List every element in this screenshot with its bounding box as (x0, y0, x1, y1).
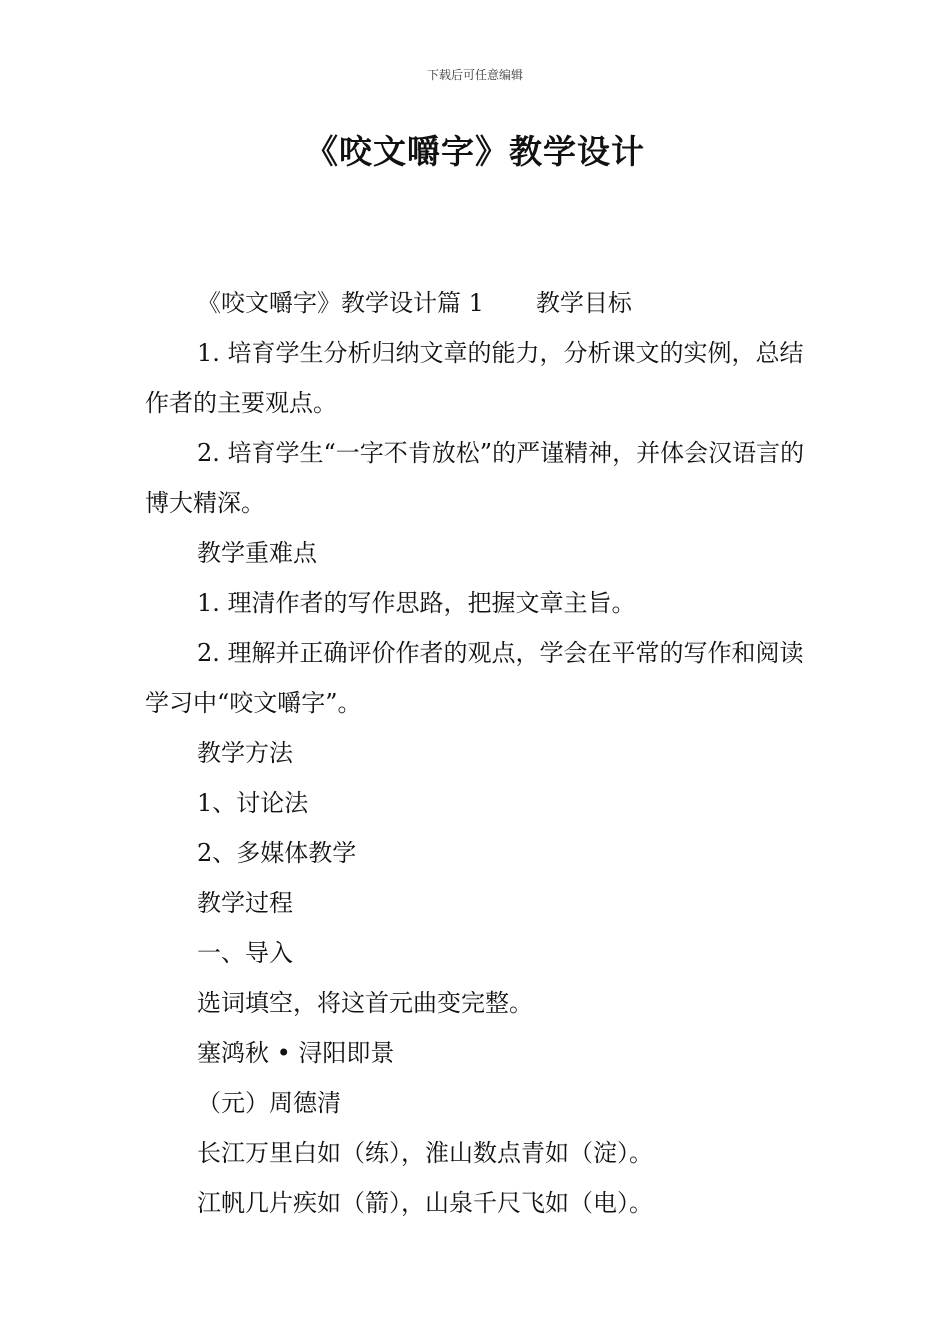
paragraph: 1. 理清作者的写作思路，把握文章主旨。 (197, 589, 636, 617)
paragraph-heading: 教学重难点 (197, 539, 317, 567)
header-note: 下载后可任意编辑 (426, 68, 523, 82)
document-body (145, 278, 810, 1228)
poem-line: 江帆几片疾如（箭），山泉千尺飞如（电）。 (197, 1189, 653, 1217)
section-subheading: 教学目标 (535, 289, 632, 317)
paragraph: 2. 理解并正确评价作者的观点，学会在平常的写作和阅读学习中“咬文嚼字”。 (145, 639, 804, 717)
section-heading: 《咬文嚼字》教学设计篇 1 (197, 289, 484, 317)
paragraph-heading: 教学方法 (197, 739, 293, 767)
paragraph: 一、导入 (197, 939, 293, 967)
poem-title: 塞鸿秋 • 浔阳即景 (197, 1039, 395, 1067)
paragraph: 1. 培育学生分析归纳文章的能力，分析课文的实例，总结作者的主要观点。 (145, 339, 804, 417)
document-title: 《咬文嚼字》教学设计 (305, 132, 645, 171)
paragraph: 2. 培育学生“一字不肯放松”的严谨精神，并体会汉语言的博大精深。 (145, 439, 805, 517)
poem-line: 长江万里白如（练），淮山数点青如（淀）。 (197, 1139, 653, 1167)
paragraph: 选词填空，将这首元曲变完整。 (197, 989, 533, 1017)
paragraph: 2、多媒体教学 (197, 839, 357, 867)
paragraph-heading: 教学过程 (197, 889, 293, 917)
paragraph: 1、讨论法 (197, 789, 309, 817)
poem-author: （元）周德清 (197, 1089, 341, 1117)
section-heading-line (145, 278, 810, 328)
